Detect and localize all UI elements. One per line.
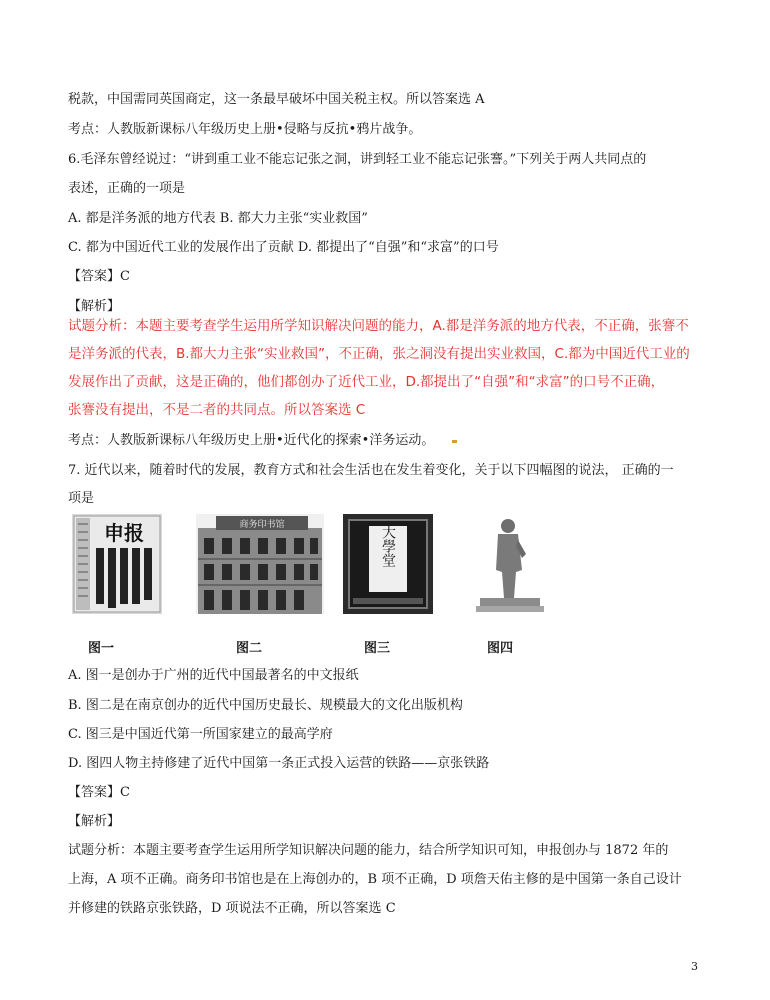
question-6-analysis-label: 【解析】	[68, 299, 121, 314]
question-6-options: A. 都是洋务派的地方代表 B. 都大力主张“实业救国”	[68, 211, 368, 226]
figure-1-newspaper	[72, 514, 162, 614]
question-6-stem: 表述，正确的一项是	[68, 181, 186, 196]
figure-2-caption: 图二	[236, 641, 263, 656]
analysis-text-red: 是洋务派的代表，B.都大力主张“实业救国”，不正确，张之洞没有提出实业救国，C.都为中国近代工业的	[68, 346, 690, 362]
question-7-analysis: 并修建的铁路京张铁路，D 项说法不正确，所以答案选 C	[68, 901, 396, 916]
page-number: 3	[691, 960, 698, 973]
analysis-text-red: 张謇没有提出，不是二者的共同点。所以答案选 C	[68, 402, 366, 418]
question-7-stem: 项是	[68, 491, 95, 506]
question-7-option-a: A. 图一是创办于广州的近代中国最著名的中文报纸	[68, 668, 359, 683]
question-7-option-b: B. 图二是在南京创办的近代中国历史最长、规模最大的文化出版机构	[68, 698, 463, 713]
question-7-option-d: D. 图四人物主持修建了近代中国第一条正式投入运营的铁路——京张铁路	[68, 756, 490, 771]
analysis-text-red: 发展作出了贡献，这是正确的，他们都创办了近代工业，D.都提出了“自强”和“求富”的口号不正确，	[68, 374, 665, 390]
question-6-answer: 【答案】C	[68, 269, 130, 284]
plaque-text: 大學堂	[380, 525, 396, 567]
text-line: 考点：人教版新课标八年级历史上册•侵略与反抗•鸦片战争。	[68, 122, 422, 137]
question-6-point: 考点：人教版新课标八年级历史上册•近代化的探索•洋务运动。	[68, 433, 435, 448]
figure-3-caption: 图三	[364, 641, 391, 656]
question-7-option-c: C. 图三是中国近代第一所国家建立的最高学府	[68, 727, 333, 742]
question-6-options: C. 都为中国近代工业的发展作出了贡献 D. 都提出了“自强”和“求富”的口号	[68, 240, 499, 255]
analysis-text-red: 试题分析：本题主要考查学生运用所学知识解决问题的能力，A.都是洋务派的地方代表，不正确，张謇不	[68, 318, 689, 334]
question-7-analysis-label: 【解析】	[68, 814, 121, 829]
question-7-answer: 【答案】C	[68, 785, 130, 800]
figure-4-caption: 图四	[487, 641, 514, 656]
question-6-stem: 6.毛泽东曾经说过：“讲到重工业不能忘记张之洞，讲到轻工业不能忘记张謇。”下列关于两人共同点的	[68, 152, 647, 167]
question-7-analysis: 上海，A 项不正确。商务印书馆也是在上海创办的，B 项不正确，D 项詹天佑主修的是中国第一条自己设计	[68, 872, 682, 887]
highlight-mark	[452, 440, 457, 443]
building-sign: 商务印书馆	[239, 520, 285, 530]
question-7-stem: 7. 近代以来，随着时代的发展，教育方式和社会生活也在发生着变化，关于以下四幅图的说法， 正确的一	[68, 463, 674, 478]
text-line: 税款，中国需同英国商定，这一条最早破坏中国关税主权。所以答案选 A	[68, 92, 485, 107]
figure-2-building	[196, 514, 324, 614]
figure-1-caption: 图一	[88, 641, 115, 656]
figure-3-plaque	[343, 514, 433, 614]
newspaper-masthead: 申报	[104, 521, 144, 545]
question-7-analysis: 试题分析：本题主要考查学生运用所学知识解决问题的能力，结合所学知识可知，申报创办与 1872 年的	[68, 843, 669, 858]
figure-4-statue	[476, 514, 546, 614]
